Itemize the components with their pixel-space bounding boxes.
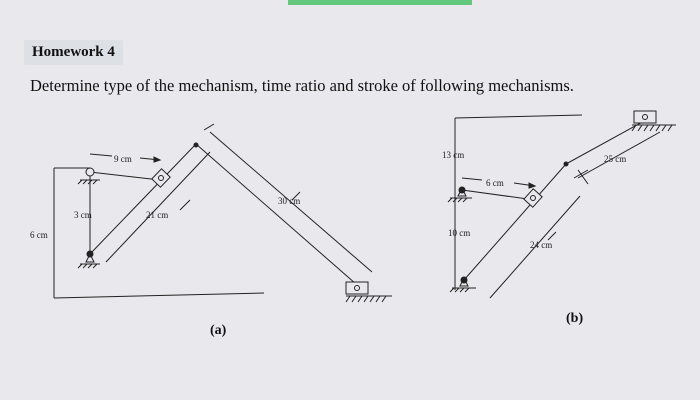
crank-link-a <box>90 172 160 180</box>
mechanism-b <box>448 111 676 298</box>
label-6cm: 6 cm <box>30 230 48 240</box>
label-25cm: 25 cm <box>604 154 627 164</box>
caption-b: (b) <box>566 311 584 326</box>
label-6cm-b: 6 cm <box>486 178 504 188</box>
problem-instruction: Determine type of the mechanism, time ratio and stroke of following mechanisms. <box>30 76 574 95</box>
label-21cm: 21 cm <box>146 210 169 220</box>
rocker-link-a <box>90 144 196 254</box>
label-3cm: 3 cm <box>74 210 92 220</box>
rocker-link-b <box>464 164 566 280</box>
label-10cm: 10 cm <box>448 228 471 238</box>
crank-pivot-a <box>86 168 94 176</box>
mechanism-a <box>54 124 392 302</box>
label-13cm: 13 cm <box>442 150 465 160</box>
caption-a: (a) <box>210 323 227 338</box>
label-24cm: 24 cm <box>530 240 553 250</box>
homework-heading: Homework 4 <box>24 40 123 65</box>
label-9cm: 9 cm <box>114 154 132 164</box>
label-30cm: 30 cm <box>278 196 301 206</box>
coupler-link-a <box>196 144 356 284</box>
